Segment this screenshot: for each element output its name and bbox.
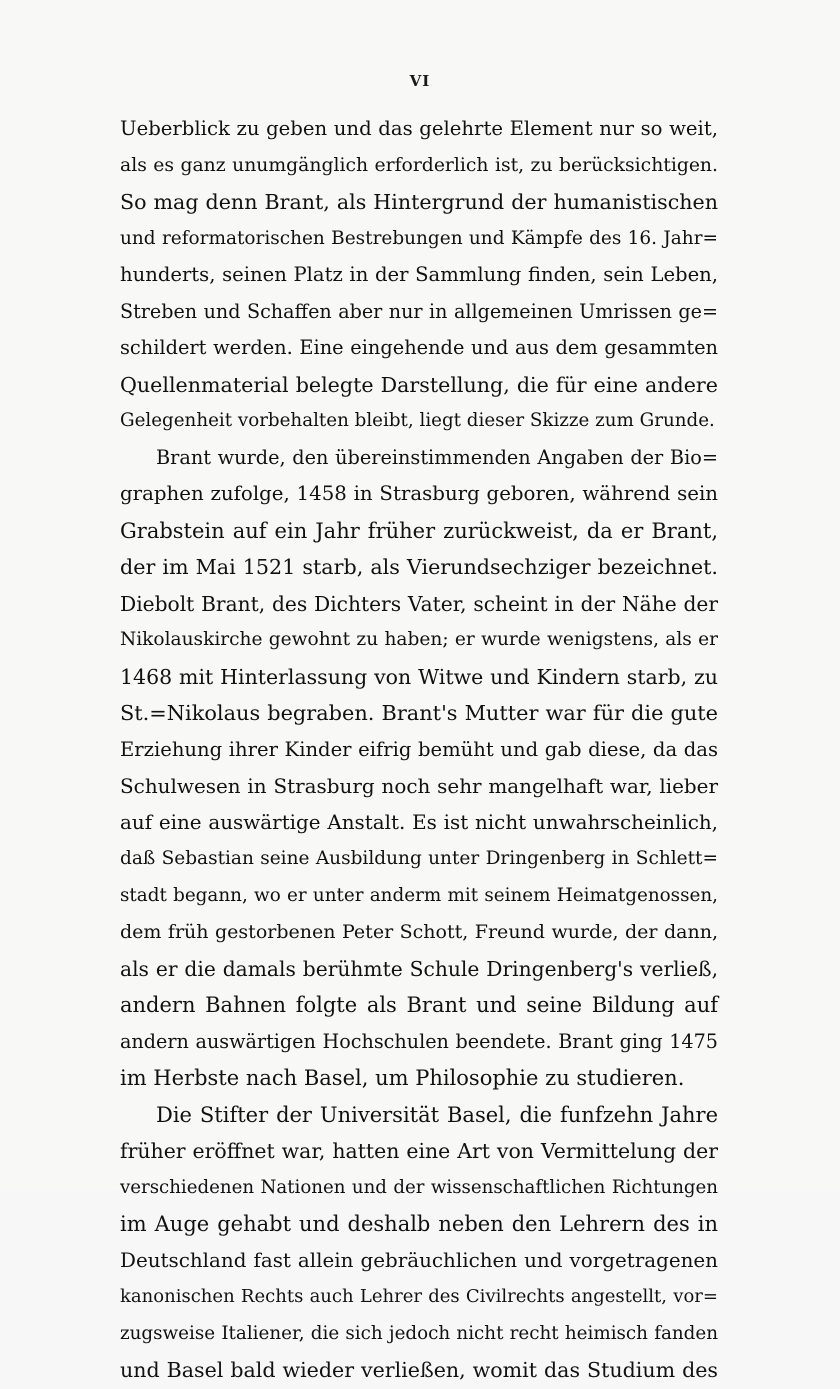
text-line: Schulwesen in Strasburg noch sehr mangelhaft war, lieber: [120, 774, 718, 798]
text-line: und Basel bald wieder verließen, womit das Studium des: [120, 1358, 718, 1382]
text-line: Ueberblick zu geben und das gelehrte Element nur so weit,: [120, 117, 718, 140]
text-line: andern Bahnen folgte als Brant und seine Bildung auf: [120, 993, 718, 1017]
text-line: dem früh gestorbenen Peter Schott, Freund wurde, der dann,: [120, 921, 718, 943]
text-line: als es ganz unumgänglich erforderlich ist, zu berücksichtigen.: [120, 154, 718, 176]
text-line: 1468 mit Hinterlassung von Witwe und Kindern starb, zu: [120, 664, 718, 689]
text-line: hunderts, seinen Platz in der Sammlung finden, sein Leben,: [120, 263, 718, 286]
text-line: Die Stifter der Universität Basel, die funfzehn Jahre: [156, 1102, 718, 1127]
text-line: So mag denn Brant, als Hintergrund der humanistischen: [120, 190, 718, 214]
text-line: der im Mai 1521 starb, als Vierundsechziger bezeichnet.: [120, 555, 718, 579]
paragraph-2: [120, 440, 718, 1097]
text-line: als er die damals berühmte Schule Dringenberg's verließ,: [120, 956, 718, 981]
text-line: verschiedenen Nationen und der wissenschaftlichen Richtungen: [120, 1176, 718, 1198]
text-line: Gelegenheit vorbehalten bleibt, liegt dieser Skizze zum Grunde.: [120, 410, 715, 431]
text-line: Grabstein auf ein Jahr früher zurückweist, da er Brant,: [120, 518, 718, 543]
text-line: zugsweise Italiener, die sich jedoch nicht recht heimisch fanden: [120, 1322, 718, 1344]
text-line: St.=Nikolaus begraben. Brant's Mutter war für die gute: [120, 701, 718, 725]
text-line: Nikolauskirche gewohnt zu haben; er wurde wenigstens, als er: [120, 629, 718, 650]
text-line: kanonischen Rechts auch Lehrer des Civilrechts angestellt, vor=: [120, 1286, 718, 1307]
text-line: stadt begann, wo er unter anderm mit seinem Heimatgenossen,: [120, 884, 718, 906]
text-line: auf eine auswärtige Anstalt. Es ist nicht unwahrscheinlich,: [120, 810, 718, 834]
text-line: im Auge gehabt und deshalb neben den Lehrern des in: [120, 1212, 718, 1236]
paragraph-1: [120, 111, 718, 440]
text-line: Brant wurde, den übereinstimmenden Angaben der Bio=: [156, 445, 718, 469]
paragraph-3: [120, 1097, 718, 1389]
text-line: Deutschland fast allein gebräuchlichen und vorgetragenen: [120, 1248, 718, 1272]
text-line: früher eröffnet war, hatten eine Art von Vermittelung der: [120, 1139, 718, 1163]
body-text: [120, 111, 718, 1389]
text-line: Streben und Schaffen aber nur in allgemeinen Umrissen ge=: [120, 299, 718, 323]
text-line: Erziehung ihrer Kinder eifrig bemüht und gab diese, da das: [120, 737, 718, 761]
text-line: andern auswärtigen Hochschulen beendete. Brant ging 1475: [120, 1029, 718, 1053]
text-line: Quellenmaterial belegte Darstellung, die für eine andere: [120, 372, 718, 397]
page-number: VI: [409, 72, 431, 90]
text-line: schildert werden. Eine eingehende und aus dem gesammten: [120, 336, 718, 359]
text-line: daß Sebastian seine Ausbildung unter Dringenberg in Schlett=: [120, 848, 718, 869]
text-line: Diebolt Brant, des Dichters Vater, scheint in der Nähe der: [120, 591, 718, 616]
text-line: graphen zufolge, 1458 in Strasburg geboren, während sein: [120, 482, 718, 505]
text-line: und reformatorischen Bestrebungen und Kämpfe des 16. Jahr=: [120, 227, 718, 249]
text-line: im Herbste nach Basel, um Philosophie zu studieren.: [120, 1066, 685, 1090]
